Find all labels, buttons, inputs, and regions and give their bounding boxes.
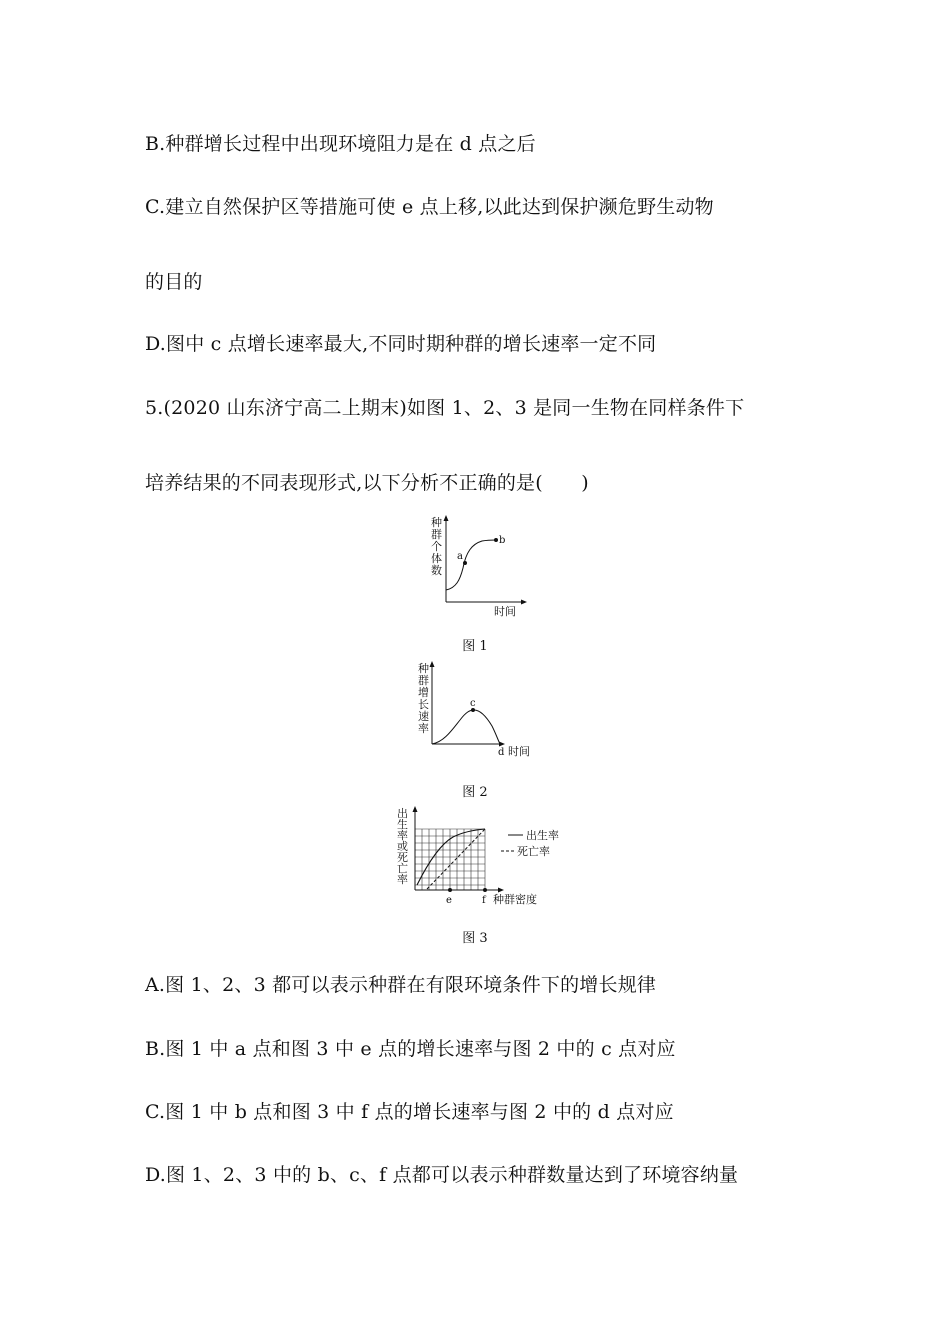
fig1-s-curve <box>446 540 496 590</box>
fig3-ylabel-5: 亡 <box>397 862 408 875</box>
option-a: A.图 1、2、3 都可以表示种群在有限环境条件下的增长规律 <box>145 974 657 996</box>
fig1-ylabel-4: 数 <box>431 564 442 577</box>
option-d-previous: D.图中 c 点增长速率最大,不同时期种群的增长速率一定不同 <box>145 333 657 355</box>
fig3-y-arrow <box>413 806 418 812</box>
fig1-y-arrow <box>444 515 449 521</box>
fig2-y-arrow <box>430 661 435 667</box>
fig1-label-a: a <box>457 551 463 562</box>
fig3-xlabel: 种群密度 <box>493 893 537 906</box>
fig2-ylabel-0: 种 <box>418 662 429 675</box>
fig2-ylabel-1: 群 <box>418 674 429 687</box>
fig1-ylabel-3: 体 <box>431 552 442 565</box>
option-c: C.图 1 中 b 点和图 3 中 f 点的增长速率与图 2 中的 d 点对应 <box>145 1101 674 1123</box>
fig3-legend-death: 死亡率 <box>517 845 550 858</box>
figure-1-caption: 图 1 <box>462 639 488 654</box>
fig2-ylabel-3: 长 <box>418 698 429 711</box>
fig1-point-b <box>494 538 498 542</box>
fig3-ylabel-6: 率 <box>397 873 408 886</box>
fig3-point-e <box>448 888 452 892</box>
fig3-label-f: f <box>482 895 486 906</box>
option-b-previous: B.种群增长过程中出现环境阻力是在 d 点之后 <box>145 133 536 155</box>
fig3-grid <box>415 829 485 890</box>
fig2-ylabel-2: 增 <box>418 686 429 699</box>
figure-2-growth-rate-curve <box>410 658 540 762</box>
fig3-ylabel-1: 生 <box>397 818 408 831</box>
fig1-ylabel-2: 个 <box>431 540 442 553</box>
fig3-ylabel-2: 率 <box>397 829 408 842</box>
fig3-x-arrow <box>498 888 504 893</box>
fig1-x-arrow <box>521 600 527 605</box>
question-5-line1: 5.(2020 山东济宁高二上期末)如图 1、2、3 是同一生物在同样条件下 <box>145 397 745 419</box>
figure-2-caption: 图 2 <box>462 785 488 800</box>
fig1-point-a <box>463 561 467 565</box>
question-5-line2: 培养结果的不同表现形式,以下分析不正确的是( ) <box>145 472 589 494</box>
option-b: B.图 1 中 a 点和图 3 中 e 点的增长速率与图 2 中的 c 点对应 <box>145 1038 676 1060</box>
figure-3-birth-death-rate <box>393 803 593 911</box>
fig3-point-f <box>483 888 487 892</box>
fig2-label-d: d <box>498 747 505 758</box>
fig2-xlabel: 时间 <box>508 745 530 758</box>
fig3-legend-birth: 出生率 <box>526 829 559 842</box>
fig2-label-c: c <box>470 698 476 709</box>
fig3-label-e: e <box>446 895 452 906</box>
option-d: D.图 1、2、3 中的 b、c、f 点都可以表示种群数量达到了环境容纳量 <box>145 1164 739 1186</box>
figure-1-growth-curve <box>420 512 540 624</box>
fig1-xlabel: 时间 <box>494 605 516 618</box>
fig3-ylabel-0: 出 <box>397 807 408 820</box>
option-c-previous-line1: C.建立自然保护区等措施可使 e 点上移,以此达到保护濒危野生动物 <box>145 196 714 218</box>
fig2-bell-curve <box>432 710 500 744</box>
option-c-previous-line2: 的目的 <box>145 271 203 293</box>
fig2-ylabel-5: 率 <box>418 722 429 735</box>
fig1-ylabel-0: 种 <box>431 516 442 529</box>
fig1-label-b: b <box>499 535 506 546</box>
figure-3-caption: 图 3 <box>462 931 488 946</box>
fig3-ylabel-4: 死 <box>397 851 408 864</box>
fig2-ylabel-4: 速 <box>418 710 429 723</box>
fig1-ylabel-1: 群 <box>431 528 442 541</box>
fig3-ylabel-3: 或 <box>397 840 408 853</box>
